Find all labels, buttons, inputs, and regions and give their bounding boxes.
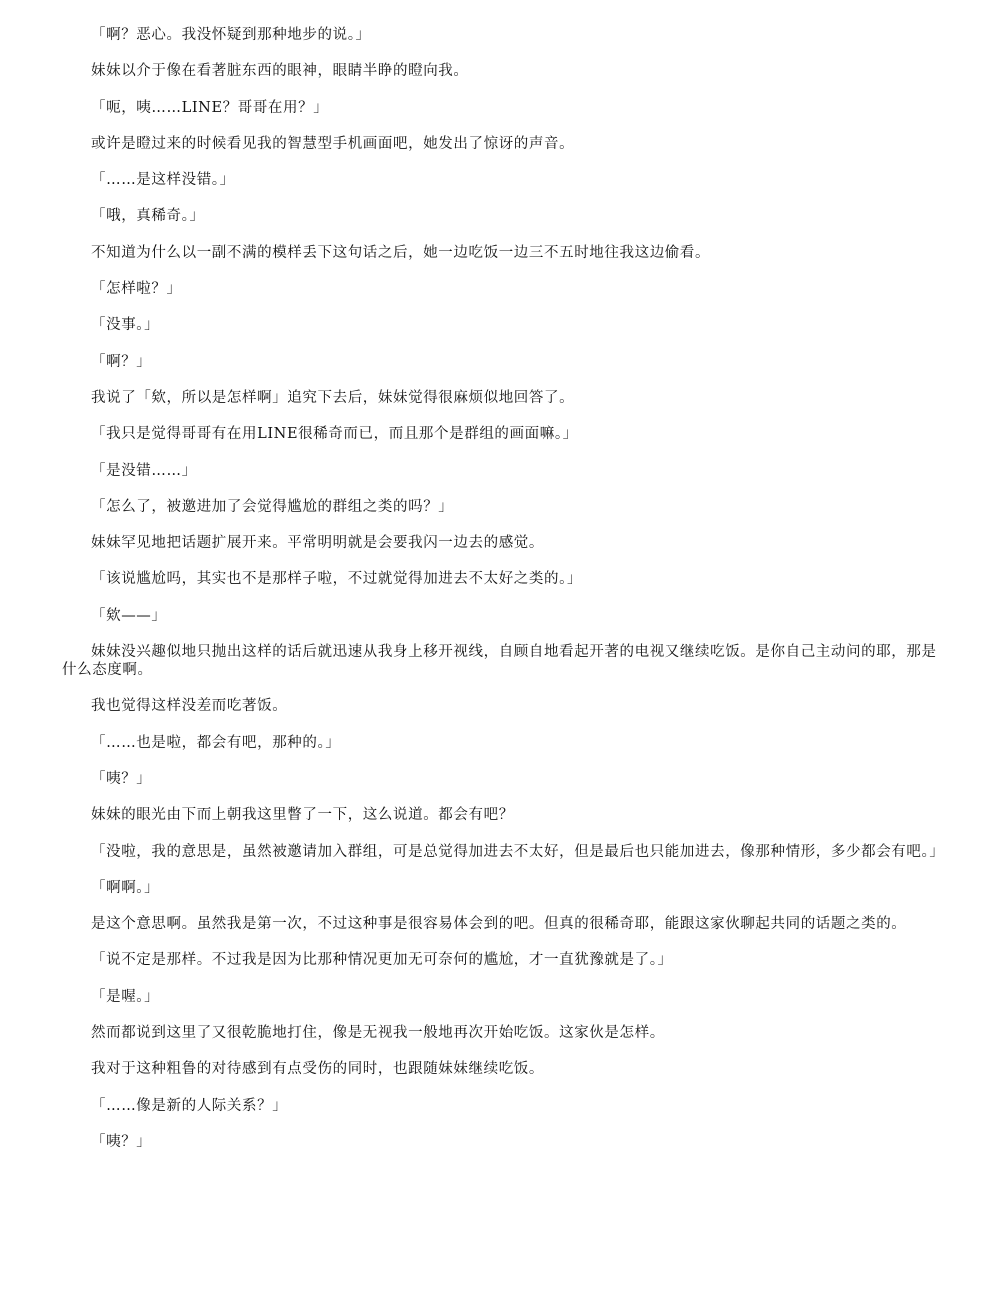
paragraph: 「咦？」 xyxy=(91,1133,152,1150)
paragraph: 「是没错……」 xyxy=(91,462,197,479)
paragraph: 妹妹罕见地把话题扩展开来。平常明明就是会要我闪一边去的感觉。 xyxy=(91,535,544,552)
paragraph: 「没事。」 xyxy=(91,317,160,334)
paragraph: 「哦，真稀奇。」 xyxy=(91,208,205,225)
paragraph: 我也觉得这样没差而吃著饭。 xyxy=(91,698,288,715)
paragraph: 「怎么了，被邀进加了会觉得尴尬的群组之类的吗？」 xyxy=(91,498,454,515)
paragraph: 「欸——」 xyxy=(91,607,167,624)
paragraph: 妹妹的眼光由下而上朝我这里瞥了一下，这么说道。都会有吧？ xyxy=(91,807,514,824)
paragraph: 「怎样啦？」 xyxy=(91,281,182,298)
paragraph: 「啊？」 xyxy=(91,353,152,370)
paragraph: 「该说尴尬吗，其实也不是那样子啦，不过就觉得加进去不太好之类的。」 xyxy=(91,571,583,588)
paragraph: 「啊？恶心。我没怀疑到那种地步的说。」 xyxy=(91,27,371,43)
paragraph: 「呃，咦……LINE？哥哥在用？」 xyxy=(91,99,329,116)
paragraph: 「啊啊。」 xyxy=(91,879,160,896)
paragraph: 「我只是觉得哥哥有在用LINE很稀奇而已，而且那个是群组的画面嘛。」 xyxy=(91,426,578,443)
paragraph: 不知道为什么以一副不满的模样丢下这句话之后，她一边吃饭一边三不五时地往我这边偷看。 xyxy=(91,244,711,261)
paragraph: 「没啦，我的意思是，虽然被邀请加入群组，可是总觉得加进去不太好，但是最后也只能加进去，像那种情形，多少都会有吧。」 xyxy=(91,843,945,860)
paragraph: 「……也是啦，都会有吧，那种的。」 xyxy=(91,734,341,751)
paragraph: 是这个意思啊。虽然我是第一次，不过这种事是很容易体会到的吧。但真的很稀奇耶，能跟这家伙聊起共同的话题之类的。 xyxy=(91,916,907,933)
paragraph: 「说不定是那样。不过我是因为比那种情况更加无可奈何的尴尬，才一直犹豫就是了。」 xyxy=(91,952,673,969)
paragraph: 我对于这种粗鲁的对待感到有点受伤的同时，也跟随妹妹继续吃饭。 xyxy=(91,1061,544,1078)
paragraph: 「是喔。」 xyxy=(91,988,160,1005)
paragraph: 「……像是新的人际关系？」 xyxy=(91,1097,288,1114)
paragraph: 然而都说到这里了又很乾脆地打住，像是无视我一般地再次开始吃饭。这家伙是怎样。 xyxy=(91,1025,665,1042)
paragraph: 「咦？」 xyxy=(91,770,152,787)
paragraph: 我说了「欸，所以是怎样啊」追究下去后，妹妹觉得很麻烦似地回答了。 xyxy=(91,389,575,406)
paragraph: 「……是这样没错。」 xyxy=(91,172,235,189)
paragraph: 妹妹没兴趣似地只抛出这样的话后就迅速从我身上移开视线，自顾自地看起开著的电视又继续吃饭。是你自己主动问的耶，那是什么态度啊。 xyxy=(62,644,937,679)
paragraph: 妹妹以介于像在看著脏东西的眼神，眼睛半睁的瞪向我。 xyxy=(91,63,469,80)
paragraph: 或许是瞪过来的时候看见我的智慧型手机画面吧，她发出了惊讶的声音。 xyxy=(91,135,575,152)
